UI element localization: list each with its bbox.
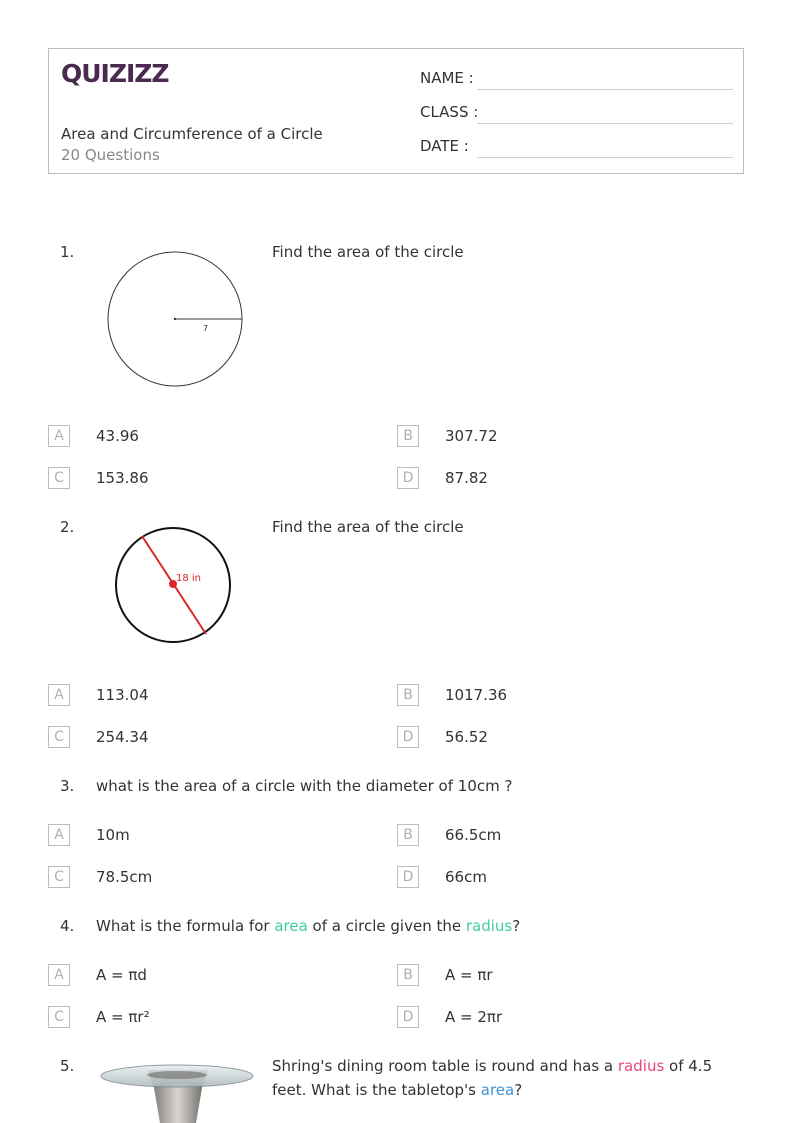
question-text: Find the area of the circle bbox=[272, 243, 464, 261]
option-box-c[interactable]: C bbox=[48, 467, 70, 489]
question-number: 4. bbox=[60, 917, 75, 935]
name-field[interactable] bbox=[477, 89, 733, 90]
date-label: DATE : bbox=[420, 137, 469, 155]
option-text: A = 2πr bbox=[445, 1008, 503, 1026]
keyword-radius: radius bbox=[617, 1057, 665, 1075]
option-text: 78.5cm bbox=[96, 868, 153, 886]
option-text: A = πr² bbox=[96, 1008, 150, 1026]
option-box-b[interactable]: B bbox=[397, 425, 419, 447]
option-box-a[interactable]: A bbox=[48, 964, 70, 986]
question-number: 2. bbox=[60, 518, 75, 536]
class-label: CLASS : bbox=[420, 103, 479, 121]
option-text: A = πr bbox=[445, 966, 493, 984]
keyword-radius: radius bbox=[465, 917, 513, 935]
question-text: Find the area of the circle bbox=[272, 518, 464, 536]
question-number: 1. bbox=[60, 243, 75, 261]
option-box-d[interactable]: D bbox=[397, 467, 419, 489]
option-text: 254.34 bbox=[96, 728, 149, 746]
question-number: 3. bbox=[60, 777, 75, 795]
worksheet-header bbox=[48, 48, 744, 174]
option-text: 66.5cm bbox=[445, 826, 502, 844]
question-count: 20 Questions bbox=[61, 146, 160, 164]
option-box-c[interactable]: C bbox=[48, 726, 70, 748]
question-number: 5. bbox=[60, 1057, 75, 1075]
option-text: 113.04 bbox=[96, 686, 149, 704]
worksheet-title: Area and Circumference of a Circle bbox=[61, 125, 323, 143]
question-text: what is the area of a circle with the diameter of 10cm ? bbox=[96, 777, 513, 795]
class-field[interactable] bbox=[477, 123, 733, 124]
circle-figure-q2 bbox=[110, 520, 240, 650]
option-text: A = πd bbox=[96, 966, 147, 984]
date-field[interactable] bbox=[477, 157, 733, 158]
option-box-a[interactable]: A bbox=[48, 684, 70, 706]
keyword-area: area bbox=[480, 1081, 515, 1099]
radius-label: 7 bbox=[203, 324, 209, 333]
option-text: 10m bbox=[96, 826, 130, 844]
name-label: NAME : bbox=[420, 69, 474, 87]
option-text: 43.96 bbox=[96, 427, 139, 445]
option-text: 66cm bbox=[445, 868, 487, 886]
keyword-area: area bbox=[274, 917, 308, 935]
option-text: 307.72 bbox=[445, 427, 498, 445]
option-box-d[interactable]: D bbox=[397, 866, 419, 888]
option-box-a[interactable]: A bbox=[48, 425, 70, 447]
option-box-c[interactable]: C bbox=[48, 1006, 70, 1028]
option-text: 1017.36 bbox=[445, 686, 508, 704]
option-box-d[interactable]: D bbox=[397, 726, 419, 748]
option-box-b[interactable]: B bbox=[397, 824, 419, 846]
diameter-label: 18 in bbox=[176, 573, 202, 584]
question-text: Shring's dining room table is round and has a radius of 4.5 feet. What is the tabletop's area? bbox=[272, 1057, 713, 1099]
option-box-b[interactable]: B bbox=[397, 684, 419, 706]
option-box-d[interactable]: D bbox=[397, 1006, 419, 1028]
option-text: 56.52 bbox=[445, 728, 488, 746]
option-box-b[interactable]: B bbox=[397, 964, 419, 986]
question-text: What is the formula for area of a circle given the radius? bbox=[96, 917, 521, 935]
option-text: 153.86 bbox=[96, 469, 149, 487]
option-box-c[interactable]: C bbox=[48, 866, 70, 888]
quizizz-logo: QUIZIZZ bbox=[61, 59, 169, 88]
table-image bbox=[100, 1062, 256, 1123]
circle-figure-q1 bbox=[100, 245, 250, 390]
option-text: 87.82 bbox=[445, 469, 488, 487]
option-box-a[interactable]: A bbox=[48, 824, 70, 846]
